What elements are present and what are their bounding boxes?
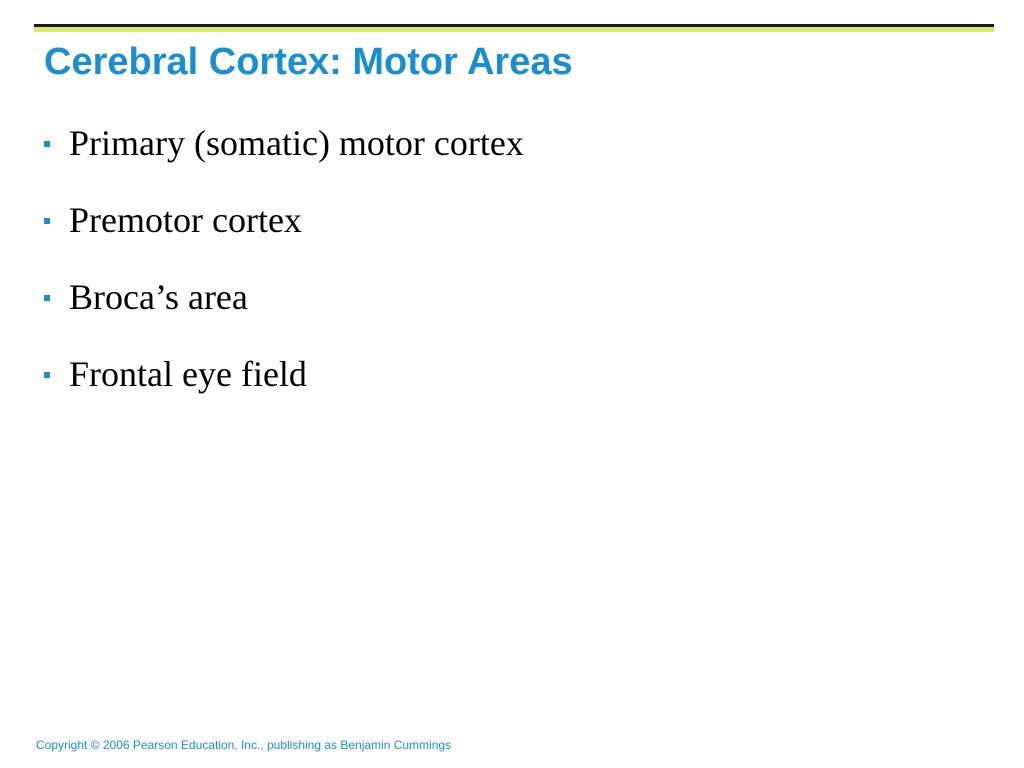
bullet-text: Premotor cortex [69, 200, 302, 240]
square-bullet-icon [44, 372, 50, 378]
header-accent-band [34, 27, 994, 32]
square-bullet-icon [44, 141, 50, 147]
bullet-text: Primary (somatic) motor cortex [69, 123, 524, 163]
bullet-text: Broca’s area [69, 277, 248, 317]
bullet-item [44, 196, 984, 273]
slide-title: Cerebral Cortex: Motor Areas [44, 41, 573, 83]
bullet-text: Frontal eye field [69, 354, 307, 394]
bullet-list [44, 119, 984, 427]
bullet-item [44, 350, 984, 427]
copyright-footer: Copyright © 2006 Pearson Education, Inc., publishing as Benjamin Cummings [36, 738, 452, 752]
bullet-item [44, 119, 984, 196]
square-bullet-icon [44, 295, 50, 301]
square-bullet-icon [44, 218, 50, 224]
bullet-item [44, 273, 984, 350]
